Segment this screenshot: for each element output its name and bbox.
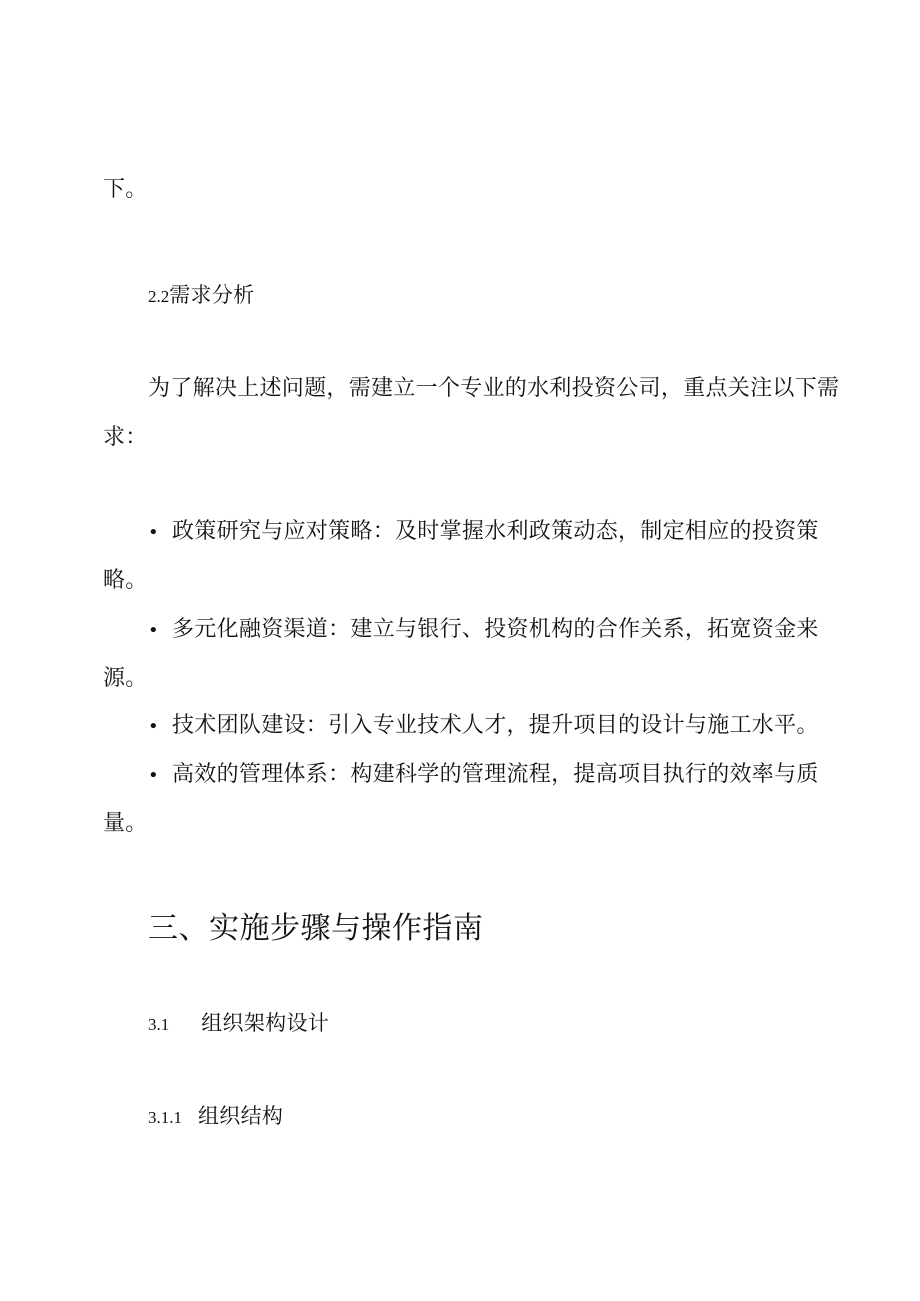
bullet-icon: • xyxy=(148,620,159,641)
paragraph-fragment: 下。 xyxy=(103,177,148,202)
bullet-icon: • xyxy=(148,716,159,737)
section-heading-3-1-1 xyxy=(148,1101,283,1133)
list-item-continuation: 略。 xyxy=(103,568,148,593)
list-item xyxy=(148,517,819,548)
list-item xyxy=(148,760,819,791)
section-title: 组织架构设计 xyxy=(201,1011,330,1035)
section-number: 2.2 xyxy=(148,287,170,306)
intro-paragraph-line-1: 为了解决上述问题，需建立一个专业的水利投资公司，重点关注以下需 xyxy=(148,376,840,401)
list-item-continuation: 量。 xyxy=(103,811,148,836)
list-item-text: 政策研究与应对策略：及时掌握水利政策动态，制定相应的投资策 xyxy=(172,519,819,544)
list-item xyxy=(148,711,819,742)
section-heading-2-2 xyxy=(148,280,254,312)
list-item xyxy=(148,615,819,646)
bullet-icon: • xyxy=(148,522,159,543)
list-item-text: 技术团队建设：引入专业技术人才，提升项目的设计与施工水平。 xyxy=(172,713,819,738)
list-item-text: 多元化融资渠道：建立与银行、投资机构的合作关系，拓宽资金来 xyxy=(172,617,819,642)
bullet-icon: • xyxy=(148,765,159,786)
intro-paragraph-line-2: 求： xyxy=(103,425,148,450)
section-number: 3.1 xyxy=(148,1015,170,1034)
section-number: 3.1.1 xyxy=(148,1108,182,1127)
section-title: 组织结构 xyxy=(198,1104,284,1128)
list-item-text: 高效的管理体系：构建科学的管理流程，提高项目执行的效率与质 xyxy=(172,762,819,787)
section-title: 需求分析 xyxy=(169,283,255,307)
chapter-heading: 三、实施步骤与操作指南 xyxy=(148,911,484,946)
section-heading-3-1 xyxy=(148,1008,329,1040)
list-item-continuation: 源。 xyxy=(103,666,148,691)
